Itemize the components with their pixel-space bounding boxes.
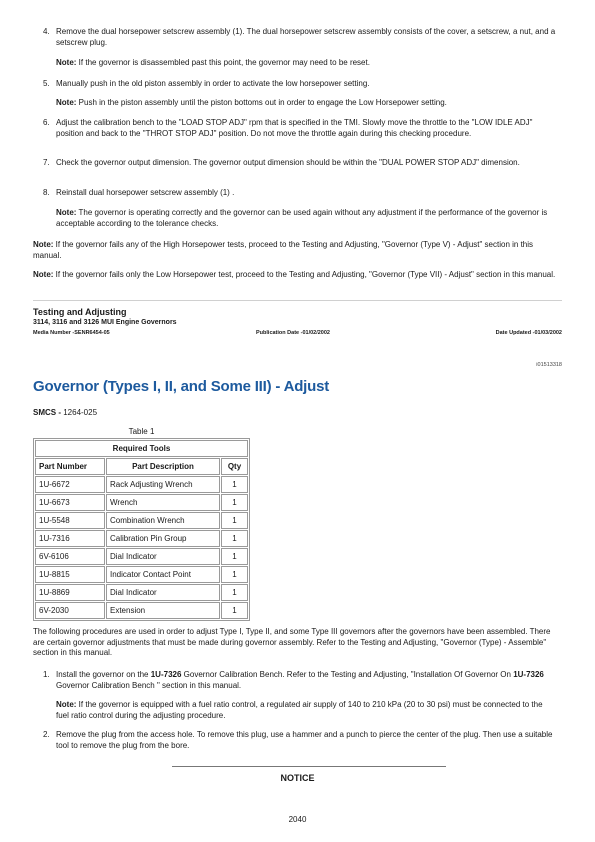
note-label: Note: xyxy=(33,270,54,279)
step-number: 6. xyxy=(43,118,50,127)
page-title: Governor (Types I, II, and Some III) - Adjust xyxy=(33,378,330,395)
text-segment: Governor Calibration Bench. Refer to the Testing and Adjusting, "Installation Of Governor On xyxy=(181,670,514,679)
part-qty: 1 xyxy=(221,584,248,601)
notice-heading: NOTICE xyxy=(280,773,315,783)
column-header: Part Description xyxy=(106,458,220,475)
part-number: 1U-7316 xyxy=(35,530,105,547)
step-text xyxy=(56,670,556,691)
part-qty: 1 xyxy=(221,530,248,547)
note-label: Note: xyxy=(56,208,77,217)
part-number: 1U-8869 xyxy=(35,584,105,601)
part-qty: 1 xyxy=(221,512,248,529)
step-note xyxy=(56,700,556,721)
part-number-ref: 1U-7326 xyxy=(513,670,544,679)
part-description: Dial Indicator xyxy=(106,584,220,601)
step-number: 8. xyxy=(43,188,50,197)
note-text: If the governor is equipped with a fuel ratio control, a regulated air supply of 140 to 210 kPa (20 to 30 psi) must be connected to the fuel ratio control during the adjusting procedure. xyxy=(56,700,543,720)
part-number-ref: 1U-7326 xyxy=(150,670,182,679)
publication-date: Publication Date -01/02/2002 xyxy=(256,330,330,336)
page-number: 2040 xyxy=(288,815,307,824)
note-text: Push in the piston assembly until the piston bottoms out in order to engage the Low Horsepower setting. xyxy=(76,98,447,107)
part-qty: 1 xyxy=(221,602,248,619)
step-note xyxy=(56,208,556,229)
note-label: Note: xyxy=(33,240,54,249)
table-title-row xyxy=(35,440,248,457)
step-text: Remove the plug from the access hole. To remove this plug, use a hammer and a punch to pierce the center of the plug. Then use a suitable tool to remove the plug from the bore. xyxy=(56,730,553,750)
part-number: 1U-8815 xyxy=(35,566,105,583)
note-low-horsepower xyxy=(33,270,558,281)
date-updated: Date Updated -01/03/2002 xyxy=(495,330,562,336)
step-number: 2. xyxy=(43,730,50,739)
note-text: If the governor fails any of the High Horsepower tests, proceed to the Testing and Adjusting, "Governor (Type V) - Adjust" section in this manual. xyxy=(33,240,534,260)
part-description: Rack Adjusting Wrench xyxy=(106,476,220,493)
part-description: Wrench xyxy=(106,494,220,511)
table-row xyxy=(35,494,248,511)
part-description: Dial Indicator xyxy=(106,548,220,565)
part-number: 6V-2030 xyxy=(35,602,105,619)
part-description: Indicator Contact Point xyxy=(106,566,220,583)
required-tools-table xyxy=(33,438,250,621)
note-text: If the governor is disassembled past this point, the governor may need to be reset. xyxy=(76,58,370,67)
part-qty: 1 xyxy=(221,476,248,493)
part-number: 1U-6672 xyxy=(35,476,105,493)
step-number: 1. xyxy=(43,670,50,679)
step-text: Reinstall dual horsepower setscrew assembly (1) . xyxy=(56,188,235,197)
header-subtitle: 3114, 3116 and 3126 MUI Engine Governors xyxy=(33,319,177,326)
step-text: Manually push in the old piston assembly in order to activate the low horsepower setting. xyxy=(56,79,370,88)
table-row xyxy=(35,566,248,583)
part-description: Extension xyxy=(106,602,220,619)
note-text: If the governor fails only the Low Horsepower test, proceed to the Testing and Adjusting, "Governor (Type VII) - Adjust" section in this manual. xyxy=(53,270,556,279)
notice-divider xyxy=(172,766,446,767)
table-header-row xyxy=(35,458,248,475)
document-id: i01513318 xyxy=(536,362,562,368)
note-label: Note: xyxy=(56,700,77,709)
text-segment: Install the governor on the xyxy=(56,670,151,679)
step-note xyxy=(56,98,556,109)
smcs-code xyxy=(33,408,97,419)
step-text: Adjust the calibration bench to the "LOAD STOP ADJ" rpm that is specified in the TMI. Slowly move the throttle to the "LOW IDLE ADJ" position and back to the "THROT STOP ADJ" position. Do not move the throttle again during this checking procedure. xyxy=(56,118,533,138)
table-row xyxy=(35,602,248,619)
table-row xyxy=(35,476,248,493)
table-row xyxy=(35,584,248,601)
column-header: Qty xyxy=(221,458,248,475)
column-header: Part Number xyxy=(35,458,105,475)
step-number: 4. xyxy=(43,27,50,36)
smcs-label: SMCS - xyxy=(33,408,61,417)
part-description: Calibration Pin Group xyxy=(106,530,220,547)
table-caption: Table 1 xyxy=(128,427,155,436)
part-qty: 1 xyxy=(221,494,248,511)
header-title: Testing and Adjusting xyxy=(33,307,127,317)
part-number: 1U-5548 xyxy=(35,512,105,529)
step-note xyxy=(56,58,556,69)
step-text: Check the governor output dimension. The governor output dimension should be within the "DUAL POWER STOP ADJ" dimension. xyxy=(56,158,520,167)
part-qty: 1 xyxy=(221,548,248,565)
part-number: 1U-6673 xyxy=(35,494,105,511)
note-label: Note: xyxy=(56,98,77,107)
part-number: 6V-6106 xyxy=(35,548,105,565)
table-row xyxy=(35,530,248,547)
media-number: Media Number -SENR6454-05 xyxy=(33,330,110,336)
step-number: 7. xyxy=(43,158,50,167)
note-label: Note: xyxy=(56,58,77,67)
part-description: Combination Wrench xyxy=(106,512,220,529)
step-number: 5. xyxy=(43,79,50,88)
smcs-value: 1264-025 xyxy=(61,408,98,417)
step-text: Remove the dual horsepower setscrew assembly (1). The dual horsepower setscrew assembly consists of the cover, a setscrew, a nut, and a setscrew plug. xyxy=(56,27,556,47)
table-row xyxy=(35,548,248,565)
table-title: Required Tools xyxy=(35,440,248,457)
part-qty: 1 xyxy=(221,566,248,583)
note-text: The governor is operating correctly and the governor can be used again without any adjustment if the performance of the governor is acceptable according to the tolerance checks. xyxy=(56,208,548,228)
divider xyxy=(33,300,562,301)
table-row xyxy=(35,512,248,529)
intro-paragraph: The following procedures are used in order to adjust Type I, Type II, and some Type III governors after the governors have been assembled. There are certain governor adjustments that must be made during governor assembly. Refer to the Testing and Adjusting, "Governor (Type) - Assemble" section in this manual. xyxy=(33,627,551,657)
text-segment: Governor Calibration Bench " section in this manual. xyxy=(56,680,242,690)
note-high-horsepower xyxy=(33,240,558,261)
